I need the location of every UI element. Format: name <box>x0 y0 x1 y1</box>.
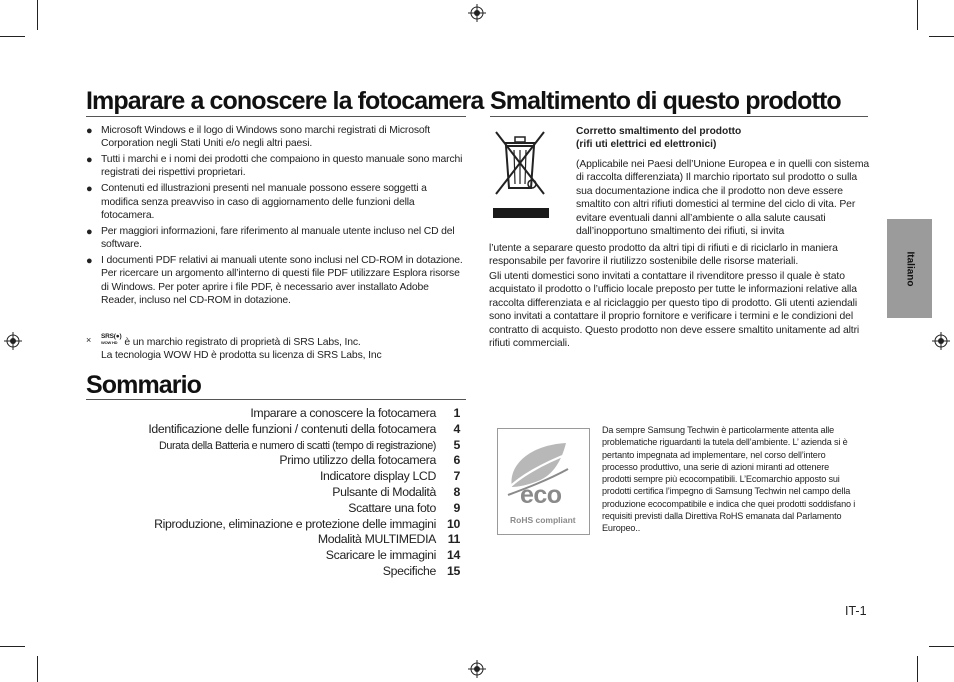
crossed-bin-icon <box>490 128 552 220</box>
table-of-contents <box>100 406 460 580</box>
crop-mark <box>929 36 954 37</box>
srs-notice: × SRS(●) WOW HD è un marchio registrato di proprietà di SRS Labs, Inc. La tecnologia WOW HD è prodotta su licenza di SRS Labs, Inc <box>86 333 382 362</box>
bullet-icon: ● <box>86 225 93 238</box>
crop-mark <box>917 0 918 30</box>
crop-mark <box>37 656 38 682</box>
registration-mark-icon <box>468 4 486 22</box>
toc-entry[interactable]: Primo utilizzo della fotocamera 6 <box>279 453 460 468</box>
eco-logo <box>497 428 590 535</box>
toc-entry[interactable]: Riproduzione, eliminazione e protezione delle immagini 10 <box>154 516 460 531</box>
crop-mark <box>929 646 954 647</box>
list-item: ● Per maggiori informazioni, fare riferimento al manuale utente incluso nel CD del software. <box>86 225 455 251</box>
note-mark-icon: × <box>86 335 92 345</box>
crop-mark <box>917 656 918 682</box>
toc-entry[interactable]: Scattare una foto 9 <box>348 500 460 515</box>
rohs-label: RoHS compliant <box>510 515 576 525</box>
language-tab: Italiano <box>887 219 932 318</box>
crop-mark <box>0 646 25 647</box>
registration-mark-icon <box>932 332 950 350</box>
toc-entry[interactable]: Specifiche 15 <box>382 563 460 578</box>
disposal-continuation: l’utente a separare questo prodotto da altri tipi di rifiuti e di riciclarlo in maniera responsabile per favorire il riutilizzo sostenibile delle risorse materiali. <box>489 243 838 268</box>
toc-entry[interactable]: Indicatore display LCD 7 <box>319 469 460 484</box>
section-title-toc: Sommario <box>86 371 202 399</box>
toc-entry[interactable]: Identificazione delle funzioni / contenuti della fotocamera 4 <box>148 421 460 436</box>
toc-entry[interactable]: Imparare a conoscere la fotocamera 1 <box>250 406 460 420</box>
page-number: IT-1 <box>845 604 867 618</box>
bullet-icon: ● <box>86 183 93 196</box>
toc-entry[interactable]: Durata della Batteria e numero di scatti (tempo di registrazione) 5 <box>158 437 460 452</box>
toc-entry[interactable]: Modalità MULTIMEDIA 11 <box>317 532 460 547</box>
srs-logo: SRS(●) WOW HD <box>101 333 122 345</box>
title-rule <box>86 399 466 400</box>
eco-wordmark: eco <box>520 481 562 509</box>
notice-list <box>86 124 466 310</box>
title-rule <box>86 116 466 117</box>
bullet-icon: ● <box>86 154 93 167</box>
crop-mark <box>37 0 38 30</box>
section-title-intro: Imparare a conoscere la fotocamera <box>86 87 484 115</box>
list-item: ● Contenuti ed illustrazioni presenti nel manuale possono essere soggetti a modifica senza preavviso in caso di aggiornamento delle funzioni della fotocamera. <box>86 183 427 221</box>
toc-entry[interactable]: Pulsante di Modalità 8 <box>332 484 460 499</box>
disposal-intro: (Applicabile nei Paesi dell’Unione Europea e in quelli con sistema di raccolta differenziata) Il marchio riportato sul prodotto o sulla sua documentazione indica che il prodotto non deve essere smaltito con altri rifiuti domestici al termine del ciclo di vita. Per evitare eventuali danni all’ambiente o alla salute causati dall’inopportuno smaltimento dei rifiuti, si invita <box>576 159 870 238</box>
eco-statement: Da sempre Samsung Techwin è particolarmente attenta alle problematiche riguardanti la tutela dell’ambiente. L’ azienda si è pertanto impegnata ad implementare, nel corso dell’intero processo produttivo, una serie di azioni miranti ad ottenere prodotti sempre più ecocompatibili. L’Ecomarchio apposto sui prodotti certifica l’impegno di Samsung Techwin nel campo della produzione ecocompatibile e indica che quei prodotti soddisfano i requisiti previsti dalla Direttiva RoHS emanata dal Parlamento Europeo.. <box>602 425 856 534</box>
list-item: ● Tutti i marchi e i nomi dei prodotti che compaiono in questo manuale sono marchi registrati dei rispettivi proprietari. <box>86 154 463 179</box>
list-item: ● I documenti PDF relativi ai manuali utente sono inclusi nel CD-ROM in dotazione. Per ricercare un argomento all’interno di questi file PDF utilizzare Esplora risorse di Windows. Per poter aprire i file PDF, è necessario aver installato Adobe Reader, incluso nel CD-ROM in dotazione. <box>86 255 463 306</box>
crop-mark <box>0 36 25 37</box>
disposal-paragraph: Gli utenti domestici sono invitati a contattare il rivenditore presso il quale è stato acquistato il prodotto o l’ufficio locale preposto per tutte le informazioni relative alla raccolta differenziata e al riciclaggio per questo tipo di prodotto. Gli utenti aziendali sono invitati a contattare il proprio fornitore e verificare i termini e le condizioni del contratto di acquisto. Questo prodotto non deve essere smaltito unitamente ad altri rifiuti commerciali. <box>489 271 860 350</box>
disposal-subtitle: Corretto smaltimento del prodotto (rifi uti elettrici ed elettronici) <box>576 126 742 150</box>
list-item: ● Microsoft Windows e il logo di Windows sono marchi registrati di Microsoft Corporation negli Stati Uniti e/o negli altri paesi. <box>86 125 431 150</box>
bullet-icon: ● <box>86 125 93 137</box>
section-title-disposal: Smaltimento di questo prodotto <box>490 87 841 115</box>
registration-mark-icon <box>468 660 486 678</box>
bullet-icon: ● <box>86 255 93 268</box>
title-rule <box>490 116 868 117</box>
registration-mark-icon <box>4 332 22 350</box>
toc-entry[interactable]: Scaricare le immagini 14 <box>325 548 460 563</box>
